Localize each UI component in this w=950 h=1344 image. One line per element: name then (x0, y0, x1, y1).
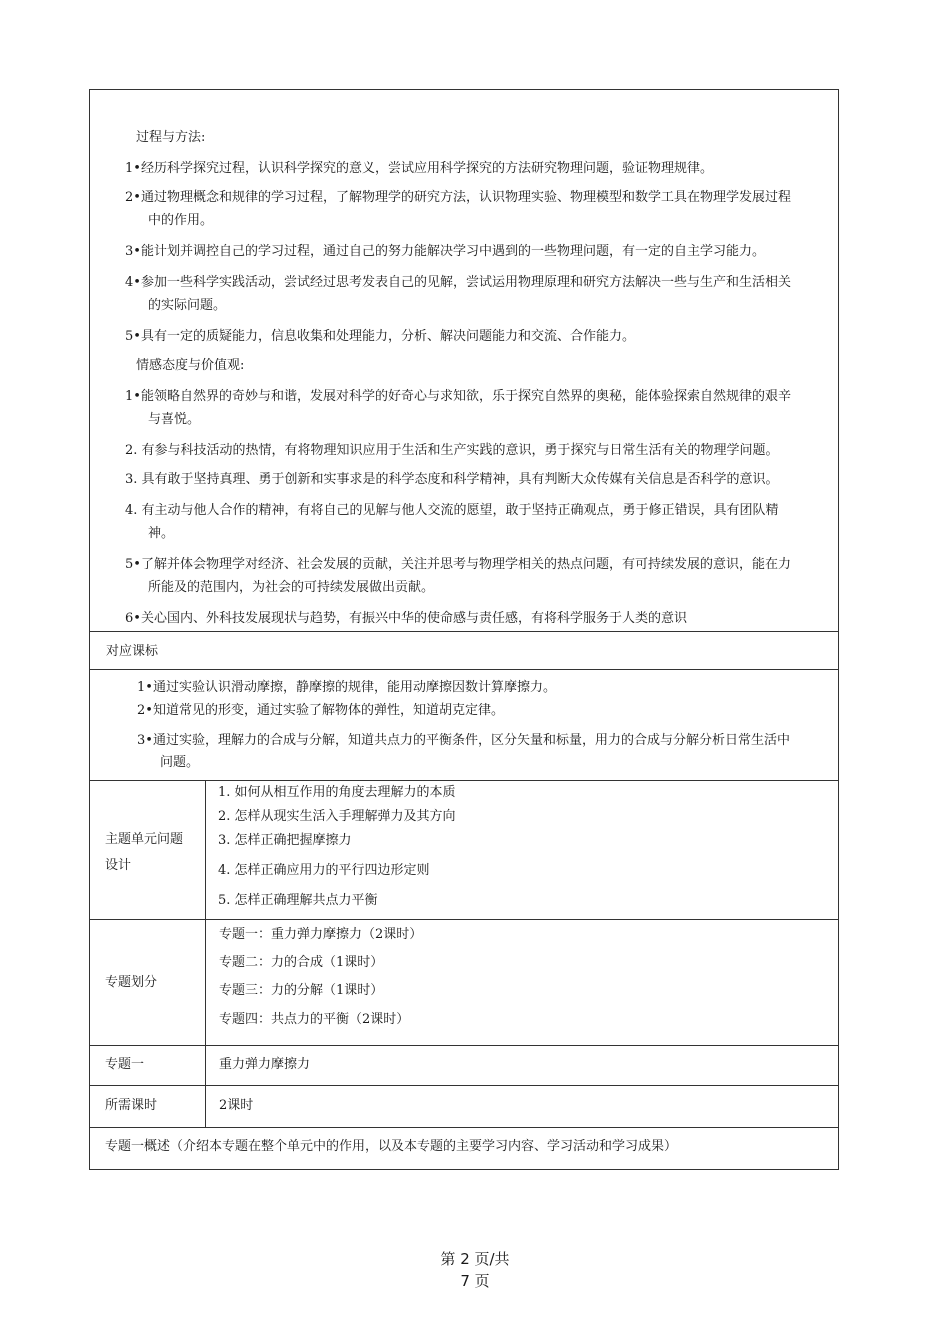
attitude-item-5-cont: 所能及的范围内，为社会的可持续发展做出贡献。 (148, 580, 435, 595)
question-item-4: 4. 怎样正确应用力的平行四边形定则 (218, 863, 430, 878)
question-item-2: 2. 怎样从现实生活入手理解弹力及其方向 (218, 809, 456, 824)
topic-one-row (90, 1045, 838, 1085)
standard-item-2: 2•知道常见的形变，通过实验了解物体的弹性，知道胡克定律。 (137, 703, 504, 718)
attitude-item-6: 6•关心国内、外科技发展现状与趋势，有振兴中华的使命感与责任感，有将科学服务于人类的意识 (125, 611, 687, 626)
standard-item-3-cont: 问题。 (160, 755, 200, 770)
questions-row (90, 780, 838, 919)
process-item-4: 4•参加一些科学实践活动，尝试经过思考发表自己的见解，尝试运用物理原理和研究方法解决一些与生产和生活相关 (125, 275, 791, 290)
attitude-item-1: 1•能领略自然界的奇妙与和谐，发展对科学的好奇心与求知欲，乐于探究自然界的奥秘，能体验探索自然规律的艰辛 (125, 389, 791, 404)
topics-label: 专题划分 (105, 975, 158, 990)
process-item-3: 3•能计划并调控自己的学习过程，通过自己的努力能解决学习中遇到的一些物理问题，有一定的自主学习能力。 (125, 244, 765, 259)
process-item-1: 1•经历科学探究过程，认识科学探究的意义，尝试应用科学探究的方法研究物理问题，验证物理规律。 (125, 161, 713, 176)
overview-text: 专题一概述（介绍本专题在整个单元中的作用，以及本专题的主要学习内容、学习活动和学习成果） (105, 1139, 678, 1154)
topics-label-cell (90, 920, 206, 1045)
process-item-2-cont: 中的作用。 (148, 213, 214, 228)
topic-item-2: 专题二：力的合成（1课时） (219, 955, 384, 970)
question-item-5: 5. 怎样正确理解共点力平衡 (218, 893, 378, 908)
process-item-4-cont: 的实际问题。 (148, 298, 227, 313)
overview-row (90, 1127, 838, 1169)
question-item-3: 3. 怎样正确把握摩擦力 (218, 833, 352, 848)
process-item-2: 2•通过物理概念和规律的学习过程，了解物理学的研究方法，认识物理实验、物理模型和数学工具在物理学发展过程 (125, 190, 791, 205)
attitude-item-5: 5•了解并体会物理学对经济、社会发展的贡献，关注并思考与物理学相关的热点问题，有可持续发展的意识，能在力 (125, 557, 791, 572)
attitude-item-1-cont: 与喜悦。 (148, 412, 201, 427)
attitude-item-4: 4. 有主动与他人合作的精神，有将自己的见解与他人交流的愿望，敢于坚持正确观点，勇于修正错误，具有团队精 (125, 503, 779, 518)
questions-label-line2: 设计 (105, 858, 132, 873)
topic-item-4: 专题四：共点力的平衡（2课时） (219, 1012, 410, 1027)
question-item-1: 1. 如何从相互作用的角度去理解力的本质 (218, 785, 456, 800)
attitude-heading: 情感态度与价值观: (136, 358, 245, 373)
hours-value: 2课时 (219, 1098, 254, 1113)
topic-one-value: 重力弹力摩擦力 (219, 1057, 311, 1072)
topic-one-label-cell (90, 1046, 206, 1085)
standards-label-row (90, 631, 838, 669)
plan-table (89, 89, 839, 1170)
page-number-line1: 第 2 页/共 (440, 1250, 510, 1268)
standard-item-3: 3•通过实验，理解力的合成与分解，知道共点力的平衡条件，区分矢量和标量，用力的合成与分解分析日常生活中 (137, 733, 790, 748)
questions-label-line1: 主题单元问题 (105, 832, 184, 847)
objectives-row (90, 90, 838, 631)
questions-label-cell (90, 781, 206, 919)
standard-item-1: 1•通过实验认识滑动摩擦，静摩擦的规律，能用动摩擦因数计算摩擦力。 (137, 680, 556, 695)
topic-item-1: 专题一：重力弹力摩擦力（2课时） (219, 927, 423, 942)
topic-item-3: 专题三：力的分解（1课时） (219, 983, 384, 998)
hours-label: 所需课时 (105, 1098, 158, 1113)
process-item-5: 5•具有一定的质疑能力，信息收集和处理能力，分析、解决问题能力和交流、合作能力。 (125, 329, 635, 344)
attitude-item-3: 3. 具有敢于坚持真理、勇于创新和实事求是的科学态度和科学精神，具有判断大众传媒有关信息是否科学的意识。 (125, 472, 779, 487)
topic-one-label: 专题一 (105, 1057, 145, 1072)
topics-row (90, 919, 838, 1045)
process-heading: 过程与方法: (136, 130, 206, 145)
attitude-item-4-cont: 神。 (148, 526, 175, 541)
standards-content-row (90, 669, 838, 780)
standards-label: 对应课标 (106, 644, 159, 659)
hours-label-cell (90, 1086, 206, 1127)
page-number-line2: 7 页 (460, 1272, 490, 1290)
attitude-item-2: 2. 有参与科技活动的热情，有将物理知识应用于生活和生产实践的意识，勇于探究与日常生活有关的物理学问题。 (125, 443, 779, 458)
hours-row (90, 1085, 838, 1127)
